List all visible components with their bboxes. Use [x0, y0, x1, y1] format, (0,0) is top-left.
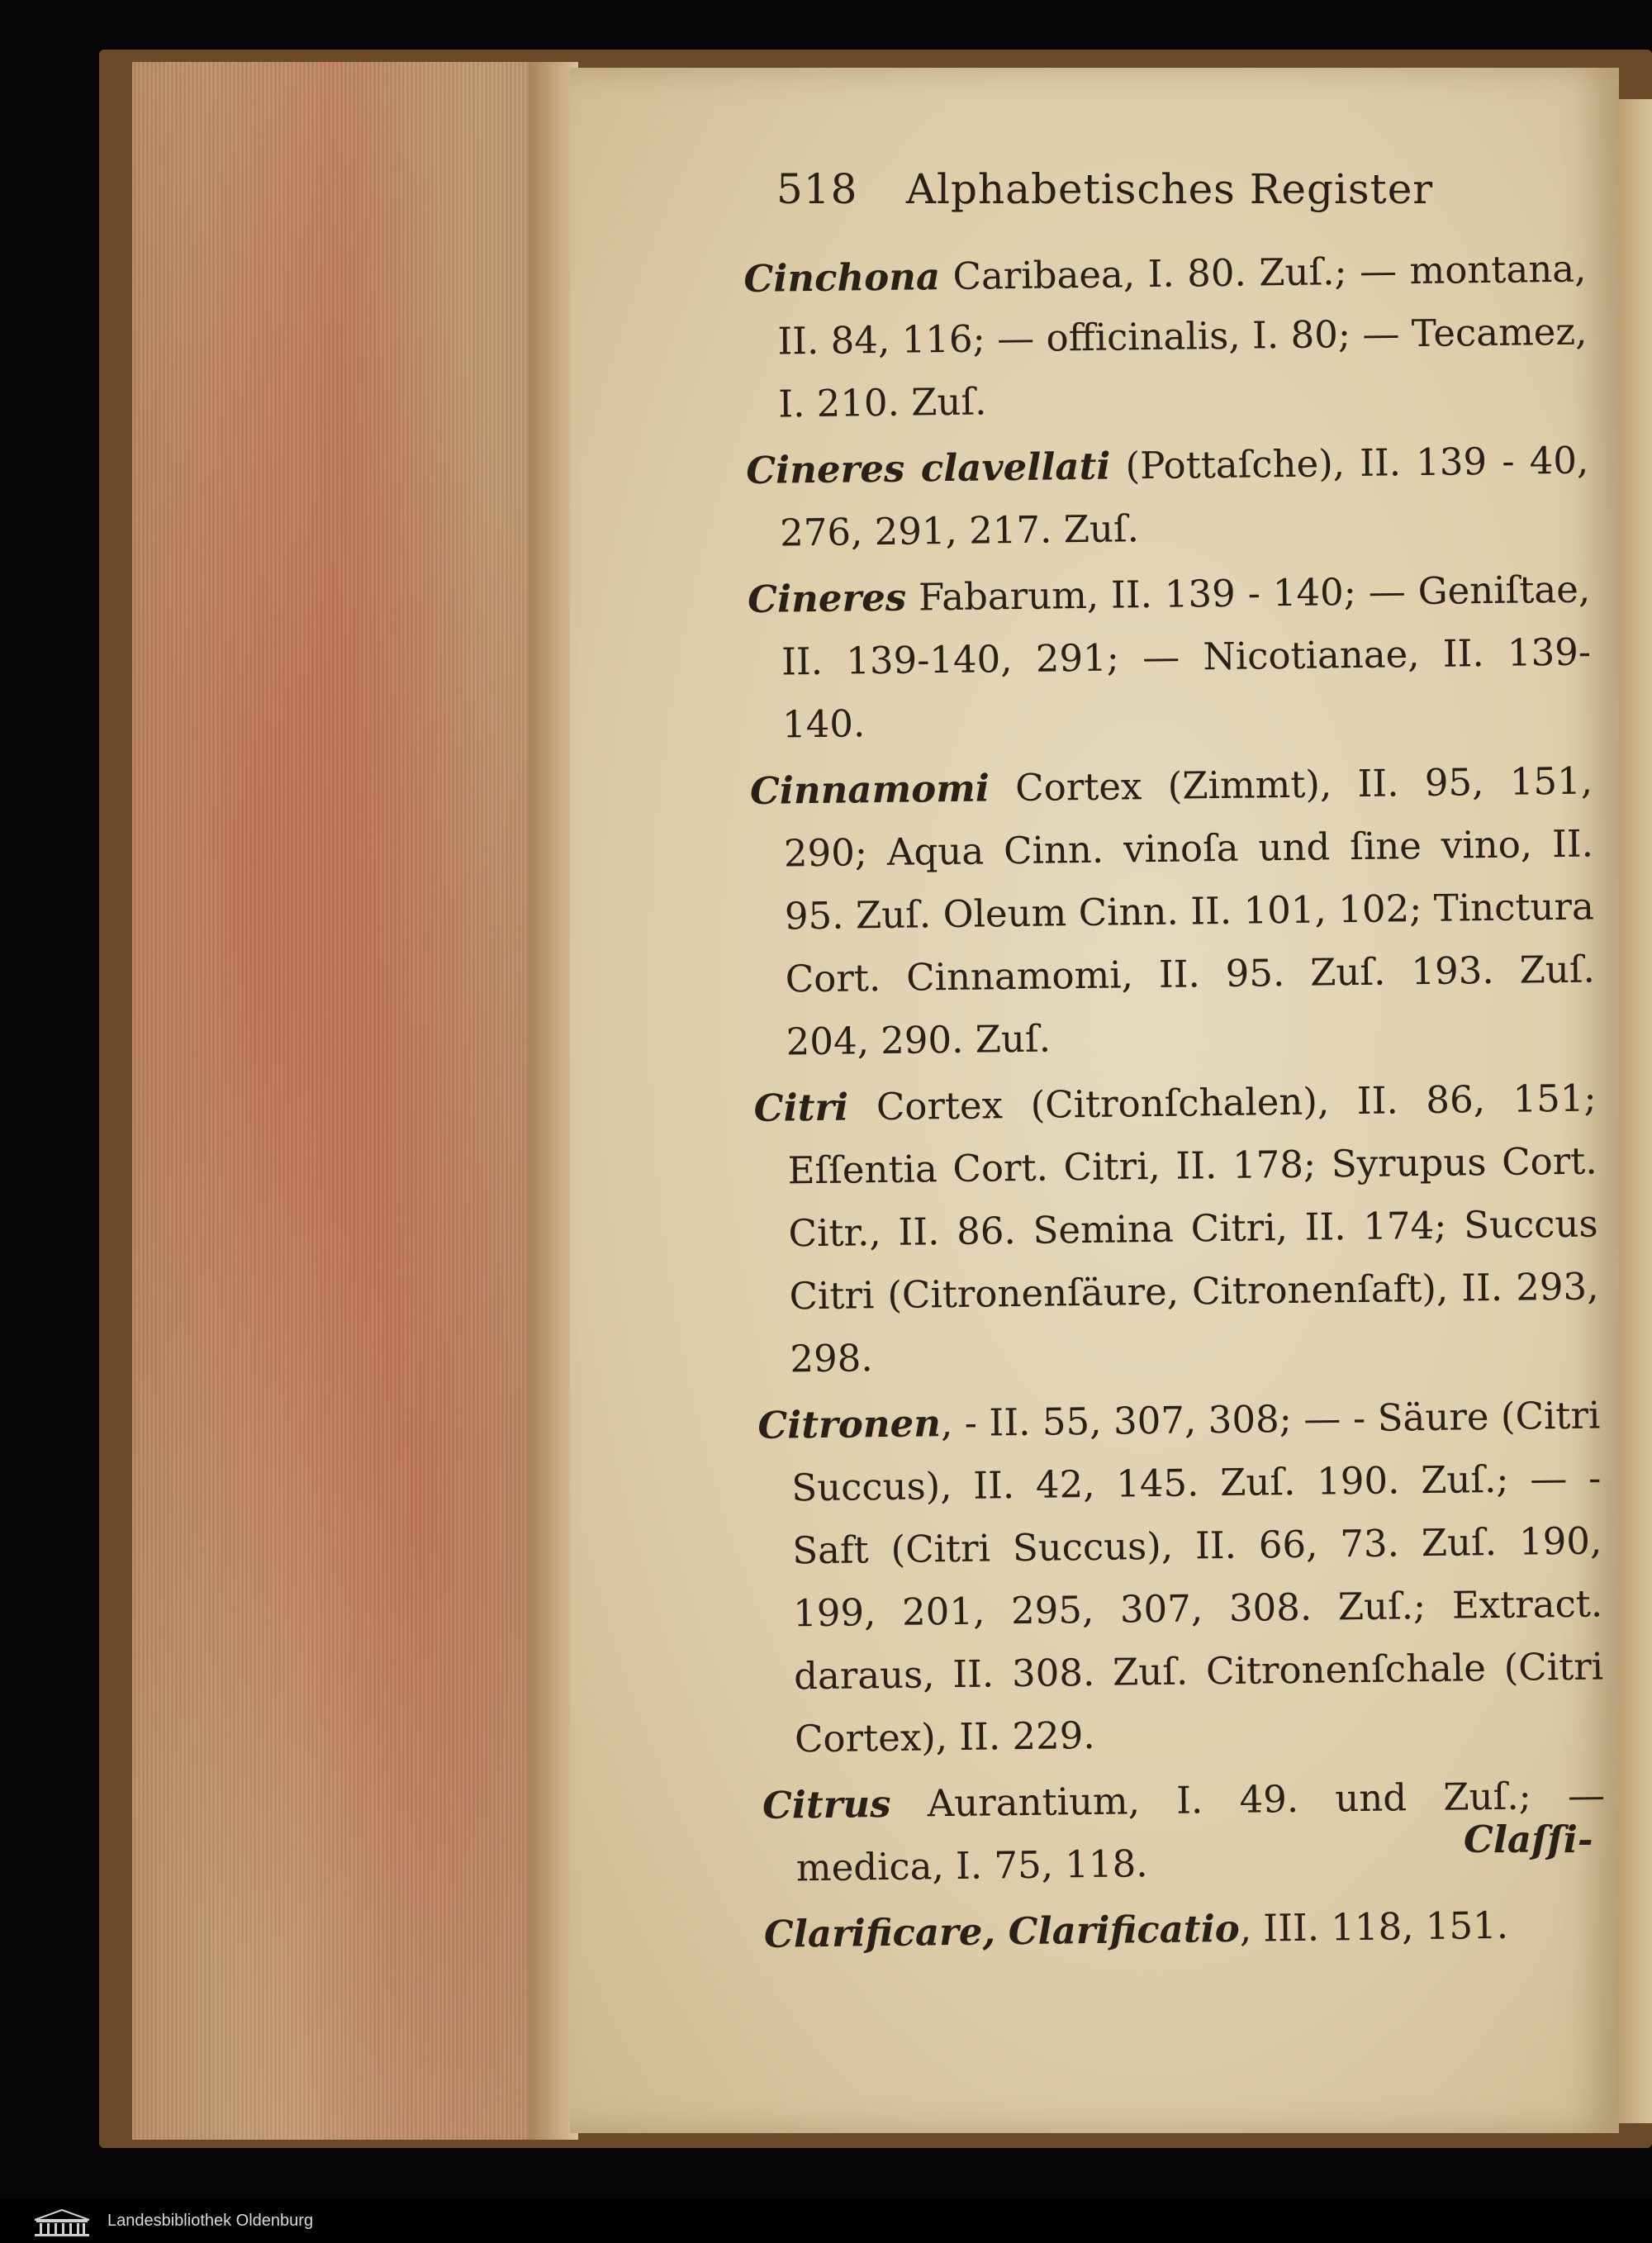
library-name: Landesbibliothek Oldenburg [107, 2212, 314, 2230]
register-entry [743, 238, 1588, 436]
register-entries [743, 238, 1607, 1970]
entry-text: , III. 118, 151. [1239, 1903, 1509, 1951]
entry-keyword: Cinnamomi [749, 766, 990, 813]
register-entry [750, 749, 1597, 1073]
register-entry [763, 1893, 1607, 1965]
page-edges [132, 62, 547, 2140]
entry-keyword: Citronen [757, 1401, 942, 1447]
entry-text: Aurantium, I. 49. und Zuſ.; — medica, I. 75, 118. [795, 1773, 1606, 1890]
register-entry [746, 430, 1590, 565]
register-entry [753, 1067, 1600, 1390]
register-entry [757, 1384, 1604, 1770]
page-number: 518 [776, 165, 858, 213]
entry-text: Cortex (Citronſchalen), II. 86, 151; Eſſentia Cort. Citri, II. 178; Syrupus Cort. Citr., II. 86. Semina Citri, II. 174; Succus Citri (Citronenſäure, Citronenſaft), II. 293, 298. [787, 1076, 1599, 1381]
entry-keyword: Cineres [747, 575, 907, 621]
entry-text: Fabarum, II. 139 - 140; — Geniſtae, II. 139-140, 291; — Nicotianae, II. 139-140. [781, 567, 1592, 747]
page-header [776, 165, 1433, 213]
entry-keyword: Cinchona [743, 254, 941, 301]
entry-keyword: Clarificare, Clarificatio [763, 1906, 1241, 1956]
register-entry [748, 558, 1593, 757]
library-building-icon [33, 2208, 91, 2236]
catchword: Claſſi- [1464, 1818, 1593, 1861]
entry-keyword: Citrus [762, 1781, 891, 1827]
entry-text: (Pottaſche), II. 139 - 40, 276, 291, 217. Zuſ. [779, 438, 1589, 555]
running-title: Alphabetisches Register [905, 165, 1434, 213]
entry-keyword: Citri [753, 1085, 849, 1130]
entry-keyword: Cineres clavellati [745, 444, 1111, 492]
entry-text: , - II. 55, 307, 308; — - Säure (Citri Succus), II. 42, 145. Zuſ. 190. Zuſ.; — - Saft (Citri Succus), II. 66, 73. Zuſ. 190, 199, 201, 295, 307, 308. Zuſ.; Extract. daraus, II. 308. Zuſ. Citronenſchale (Citri Cortex), II. 229. [791, 1393, 1604, 1761]
entry-text: Caribaea, I. 80. Zuſ.; — montana, II. 84, 116; — officinalis, I. 80; — Tecamez, I. 210. Zuſ. [777, 246, 1588, 426]
footer-bar [0, 2200, 1652, 2243]
facing-page-edge [1615, 99, 1652, 2123]
entry-text: Cortex (Zimmt), II. 95, 151, 290; Aqua Cinn. vinoſa und ſine vino, II. 95. Zuſ. Oleum Cinn. II. 101, 102; Tinctura Cort. Cinnamomi, II. 95. Zuſ. 193. Zuſ. 204, 290. Zuſ. [783, 758, 1596, 1064]
